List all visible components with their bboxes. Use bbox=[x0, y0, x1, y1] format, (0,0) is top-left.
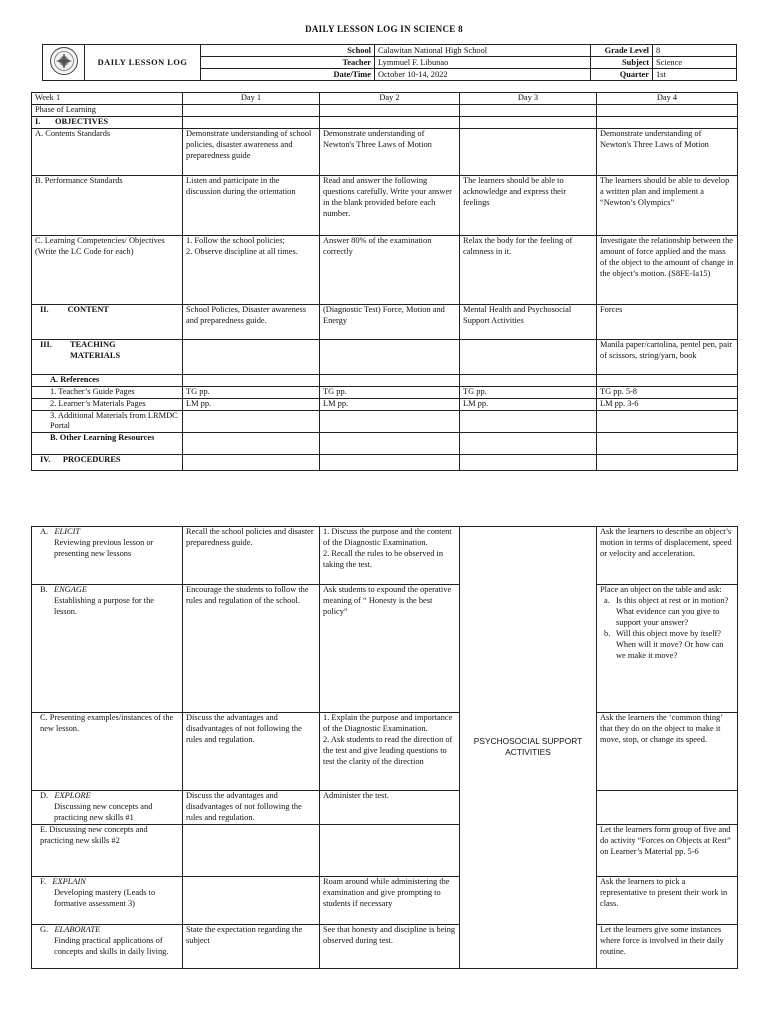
quarter-label: Quarter bbox=[591, 69, 653, 81]
elaborate-label: G. ELABORATE Finding practical applications of concepts and skills in daily living. bbox=[32, 924, 183, 968]
elicit-day2: 1. Discuss the purpose and the content of the Diagnostic Examination. 2. Recall the rules to be observed in taking the test. bbox=[320, 527, 460, 585]
elicit-day4: Ask the learners to describe an object’s motion in terms of displacement, speed or velocity and acceleration. bbox=[597, 527, 738, 585]
learners-materials-day2: LM pp. bbox=[320, 398, 460, 410]
explain-day2: Roam around while administering the examination and give prompting to students if necessary bbox=[320, 876, 460, 924]
teacher-value: Lymmuel F. Libunao bbox=[375, 57, 591, 69]
objectives-heading: I. OBJECTIVES bbox=[32, 116, 183, 128]
content-day1: School Policies, Disaster awareness and preparedness guide. bbox=[183, 304, 320, 339]
quarter-value: 1st bbox=[653, 69, 737, 81]
lesson-plan-table bbox=[31, 92, 738, 471]
school-value: Calawitan National High School bbox=[375, 45, 591, 57]
performance-standards-label: B. Performance Standards bbox=[32, 175, 183, 235]
presenting-day1: Discuss the advantages and disadvantages of not following the rules and regulation. bbox=[183, 713, 320, 791]
other-resources-label: B. Other Learning Resources bbox=[32, 433, 183, 455]
date-time-label: Date/Time bbox=[201, 69, 375, 81]
teaching-materials-day4: Manila paper/cartolina, pentel pen, pair of scissors, string/yarn, book bbox=[597, 339, 738, 374]
psychosocial-activities: PSYCHOSOCIAL SUPPORT ACTIVITIES bbox=[460, 527, 597, 969]
grade-level-value: 8 bbox=[653, 45, 737, 57]
elicit-label: A. ELICIT Reviewing previous lesson or presenting new lessons bbox=[32, 527, 183, 585]
engage-day4: Place an object on the table and ask: a. Is this object at rest or in motion? What evidence can you give to support your answer? b. Will this object move by itself? When will it move? Or how can we make it move? bbox=[597, 585, 738, 713]
references-heading: A. References bbox=[32, 374, 183, 386]
elaborate-day4: Let the learners give some instances where force is involved in their daily routine. bbox=[597, 924, 738, 968]
explore-day4 bbox=[597, 791, 738, 825]
explore-label: D. EXPLORE Discussing new concepts and practicing new skills #1 bbox=[32, 791, 183, 825]
competencies-label: C. Learning Competencies/ Objectives (Write the LC Code for each) bbox=[32, 235, 183, 304]
deped-seal-icon bbox=[49, 46, 79, 76]
elaborate-day1: State the expectation regarding the subject bbox=[183, 924, 320, 968]
procedures-table bbox=[31, 526, 738, 969]
school-label: School bbox=[201, 45, 375, 57]
col-day4: Day 4 bbox=[597, 93, 738, 105]
engage-day1: Encourage the students to follow the rules and regulation of the school. bbox=[183, 585, 320, 713]
presenting-day2: 1. Explain the purpose and importance of the Diagnostic Examination. 2. Ask students to read the direction of the test and give leading questions to test the clarity of the direction bbox=[320, 713, 460, 791]
performance-standards-day4: The learners should be able to develop a written plan and implement a “Newton’s Olympics” bbox=[597, 175, 738, 235]
teacher-label: Teacher bbox=[201, 57, 375, 69]
performance-standards-day2: Read and answer the following questions carefully. Write your answer in the blank provided before each number. bbox=[320, 175, 460, 235]
phase-of-learning: Phase of Learning bbox=[32, 104, 183, 116]
learners-materials-day1: LM pp. bbox=[183, 398, 320, 410]
teachers-guide-day1: TG pp. bbox=[183, 386, 320, 398]
teachers-guide-day3: TG pp. bbox=[460, 386, 597, 398]
teachers-guide-day2: TG pp. bbox=[320, 386, 460, 398]
content-day2: (Diagnostic Test) Force, Motion and Energy bbox=[320, 304, 460, 339]
col-day3: Day 3 bbox=[460, 93, 597, 105]
explore-day2: Administer the test. bbox=[320, 791, 460, 825]
content-standards-label: A. Contents Standards bbox=[32, 128, 183, 175]
presenting-day4: Ask the learners the ‘common thing’ that they do on the object to make it move, stop, or change its speed. bbox=[597, 713, 738, 791]
competencies-day2: Answer 80% of the examination correctly bbox=[320, 235, 460, 304]
engage-label: B. ENGAGE Establishing a purpose for the lesson. bbox=[32, 585, 183, 713]
content-standards-day3 bbox=[460, 128, 597, 175]
content-day4: Forces bbox=[597, 304, 738, 339]
content-standards-day4: Demonstrate understanding of Newton's Three Laws of Motion bbox=[597, 128, 738, 175]
header-table bbox=[42, 44, 737, 81]
additional-materials-label: 3. Additional Materials from LRMDC Portal bbox=[32, 410, 183, 433]
explain-day4: Ask the learners to pick a representative to present their work in class. bbox=[597, 876, 738, 924]
competencies-day3: Relax the body for the feeling of calmness in it. bbox=[460, 235, 597, 304]
performance-standards-day3: The learners should be able to acknowledge and express their feelings bbox=[460, 175, 597, 235]
learners-materials-day3: LM pp. bbox=[460, 398, 597, 410]
subject-value: Science bbox=[653, 57, 737, 69]
explore-day1: Discuss the advantages and disadvantages of not following the rules and regulation. bbox=[183, 791, 320, 825]
deped-seal bbox=[43, 45, 85, 81]
grade-level-label: Grade Level bbox=[591, 45, 653, 57]
teaching-materials-heading: III. TEACHING MATERIALS bbox=[32, 339, 183, 374]
teachers-guide-label: 1. Teacher’s Guide Pages bbox=[32, 386, 183, 398]
elicit-day1: Recall the school policies and disaster preparedness guide. bbox=[183, 527, 320, 585]
content-day3: Mental Health and Psychosocial Support Activities bbox=[460, 304, 597, 339]
engage-question-a: a. Is this object at rest or in motion? What evidence can you give to support your answer? bbox=[604, 595, 729, 627]
discussing2-day4: Let the learners form group of five and do activity “Forces on Objects at Rest” on Learner’s Material pp. 5-6 bbox=[597, 824, 738, 876]
elaborate-day2: See that honesty and discipline is being observed during test. bbox=[320, 924, 460, 968]
presenting-label: C. Presenting examples/instances of the new lesson. bbox=[32, 713, 183, 791]
competencies-day1: 1. Follow the school policies; 2. Observe discipline at all times. bbox=[183, 235, 320, 304]
date-time-value: October 10-14, 2022 bbox=[375, 69, 591, 81]
procedures-heading: IV. PROCEDURES bbox=[32, 455, 183, 471]
document-title: DAILY LESSON LOG IN SCIENCE 8 bbox=[305, 24, 463, 34]
explain-label: F. EXPLAIN Developing mastery (Leads to formative assessment 3) bbox=[32, 876, 183, 924]
subject-label: Subject bbox=[591, 57, 653, 69]
teachers-guide-day4: TG pp. 5-8 bbox=[597, 386, 738, 398]
col-day1: Day 1 bbox=[183, 93, 320, 105]
engage-day2: Ask students to expound the operative meaning of “ Honesty is the best policy” bbox=[320, 585, 460, 713]
learners-materials-label: 2. Learner’s Materials Pages bbox=[32, 398, 183, 410]
competencies-day4: Investigate the relationship between the amount of force applied and the mass of the object to the amount of change in the object’s motion. (S8FE-Ia15) bbox=[597, 235, 738, 304]
discussing2-label: E. Discussing new concepts and practicing new skills #2 bbox=[32, 824, 183, 876]
learners-materials-day4: LM pp. 3-6 bbox=[597, 398, 738, 410]
performance-standards-day1: Listen and participate in the discussion during the orientation bbox=[183, 175, 320, 235]
content-standards-day1: Demonstrate understanding of school policies, disaster awareness and preparedness guide bbox=[183, 128, 320, 175]
engage-question-b: b. Will this object move by itself? When will it move? Or how can we make it move? bbox=[604, 628, 724, 660]
content-standards-day2: Demonstrate understanding of Newton's Three Laws of Motion bbox=[320, 128, 460, 175]
col-day2: Day 2 bbox=[320, 93, 460, 105]
daily-lesson-log-label: DAILY LESSON LOG bbox=[85, 45, 201, 81]
content-heading: II. CONTENT bbox=[32, 304, 183, 339]
col-week: Week 1 bbox=[32, 93, 183, 105]
